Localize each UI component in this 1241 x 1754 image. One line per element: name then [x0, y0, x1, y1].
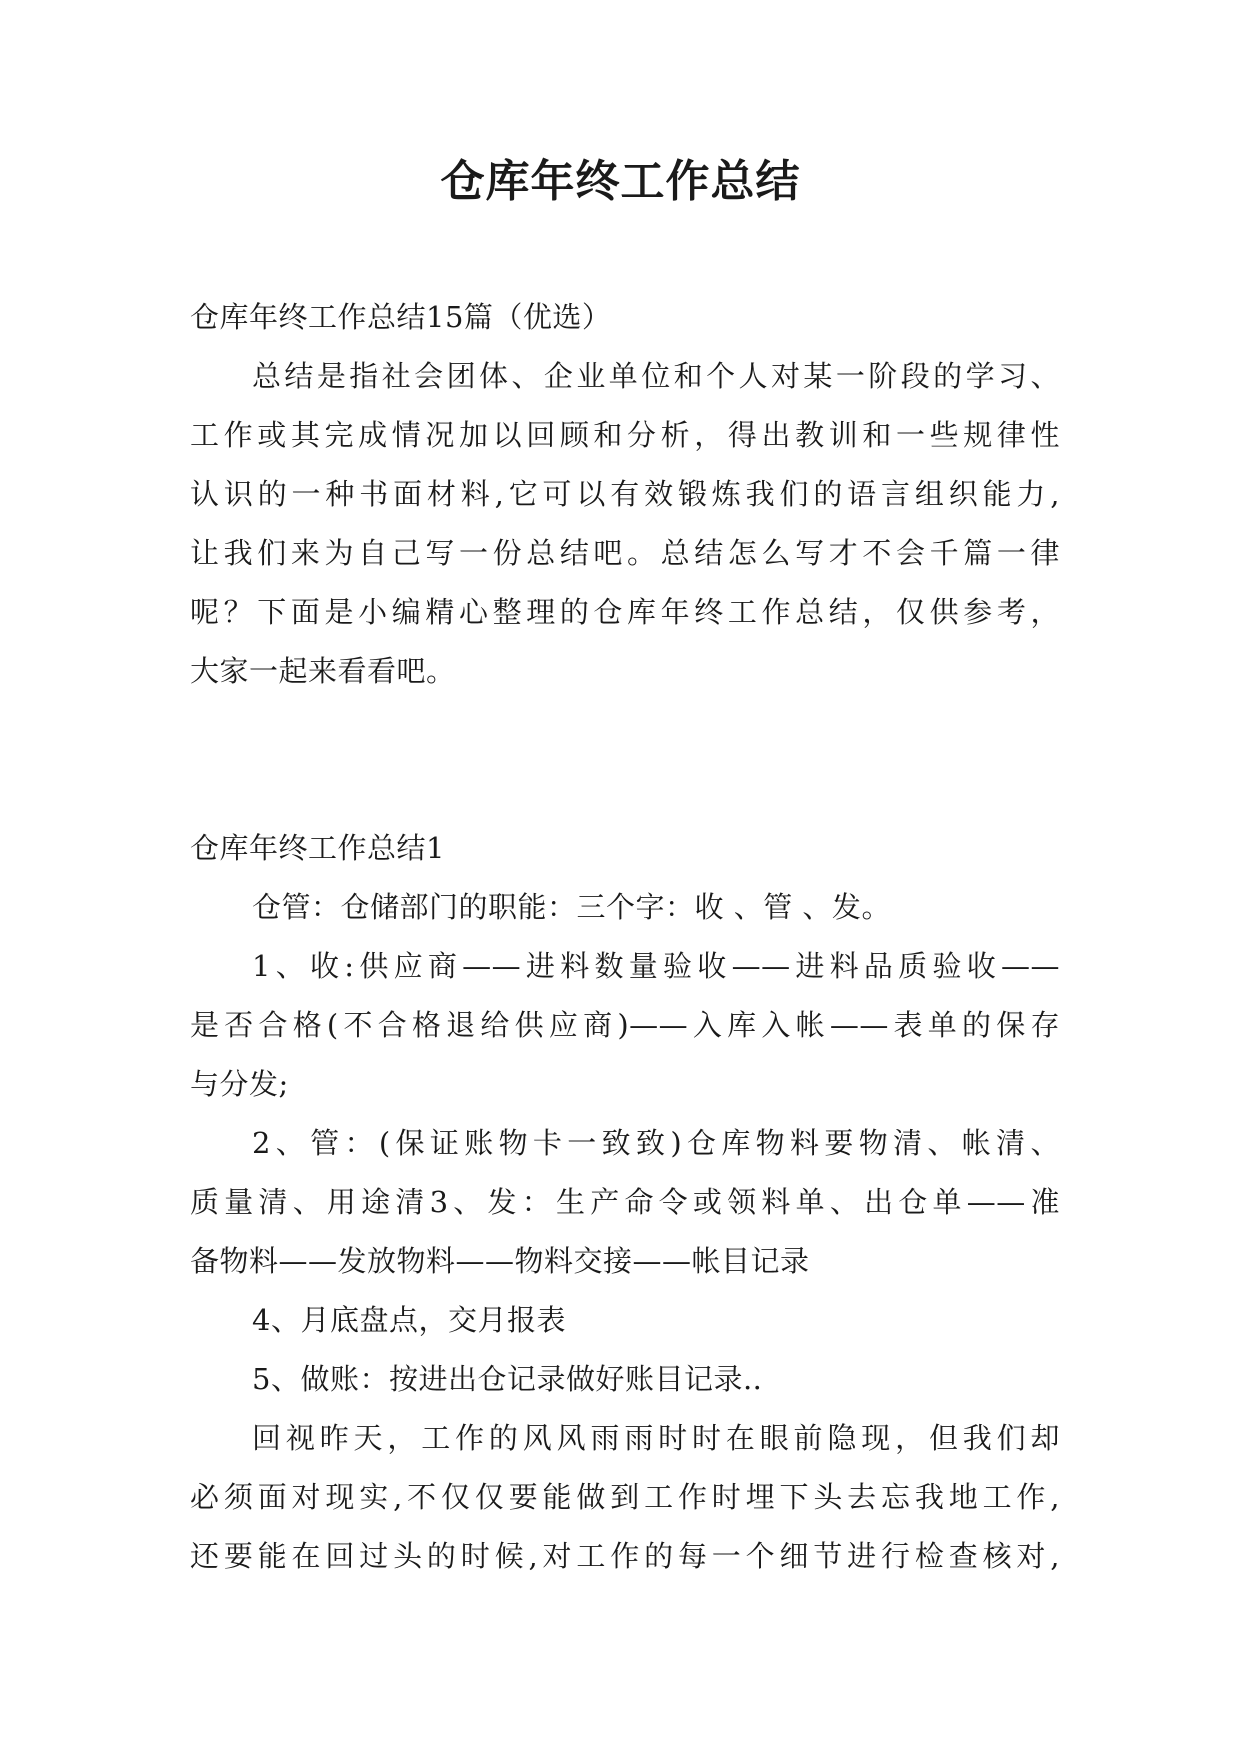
section-line: 回视昨天，工作的风风雨雨时时在眼前隐现，但我们却 [252, 1421, 1060, 1455]
document-body [190, 288, 1060, 1586]
intro-line: 工作或其完成情况加以回顾和分析，得出教训和一些规律性 [190, 418, 1060, 452]
section-line: 仓管：仓储部门的职能：三个字：收 、管 、发。 [252, 890, 891, 924]
section-heading: 仓库年终工作总结1 [190, 831, 445, 865]
section-line: 4、月底盘点，交月报表 [252, 1303, 566, 1337]
intro-line: 大家一起来看看吧。 [190, 654, 456, 688]
document-title: 仓库年终工作总结 [440, 156, 801, 207]
section-line: 质量清、用途清3、发：生产命令或领料单、出仓单——准 [190, 1185, 1060, 1219]
section-line: 与分发; [190, 1067, 289, 1101]
intro-line: 让我们来为自己写一份总结吧。总结怎么写才不会千篇一律 [190, 536, 1060, 570]
section-spacer [190, 701, 1060, 819]
intro-line: 总结是指社会团体、企业单位和个人对某一阶段的学习、 [252, 359, 1060, 393]
section-line: 备物料——发放物料——物料交接——帐目记录 [190, 1244, 810, 1278]
document-subtitle: 仓库年终工作总结15篇（优选） [190, 300, 612, 334]
intro-line: 呢？下面是小编精心整理的仓库年终工作总结，仅供参考， [190, 595, 1060, 629]
section-line: 2、管：(保证账物卡一致致)仓库物料要物清、帐清、 [252, 1126, 1060, 1160]
section-line: 必须面对现实,不仅仅要能做到工作时埋下头去忘我地工作, [190, 1480, 1060, 1514]
section-line: 还要能在回过头的时候,对工作的每一个细节进行检查核对, [190, 1539, 1060, 1573]
section-line: 1、收:供应商——进料数量验收——进料品质验收—— [252, 949, 1060, 983]
intro-line: 认识的一种书面材料,它可以有效锻炼我们的语言组织能力, [190, 477, 1060, 511]
section-line: 5、做账：按进出仓记录做好账目记录.. [252, 1362, 763, 1396]
section-line: 是否合格(不合格退给供应商)——入库入帐——表单的保存 [190, 1008, 1060, 1042]
